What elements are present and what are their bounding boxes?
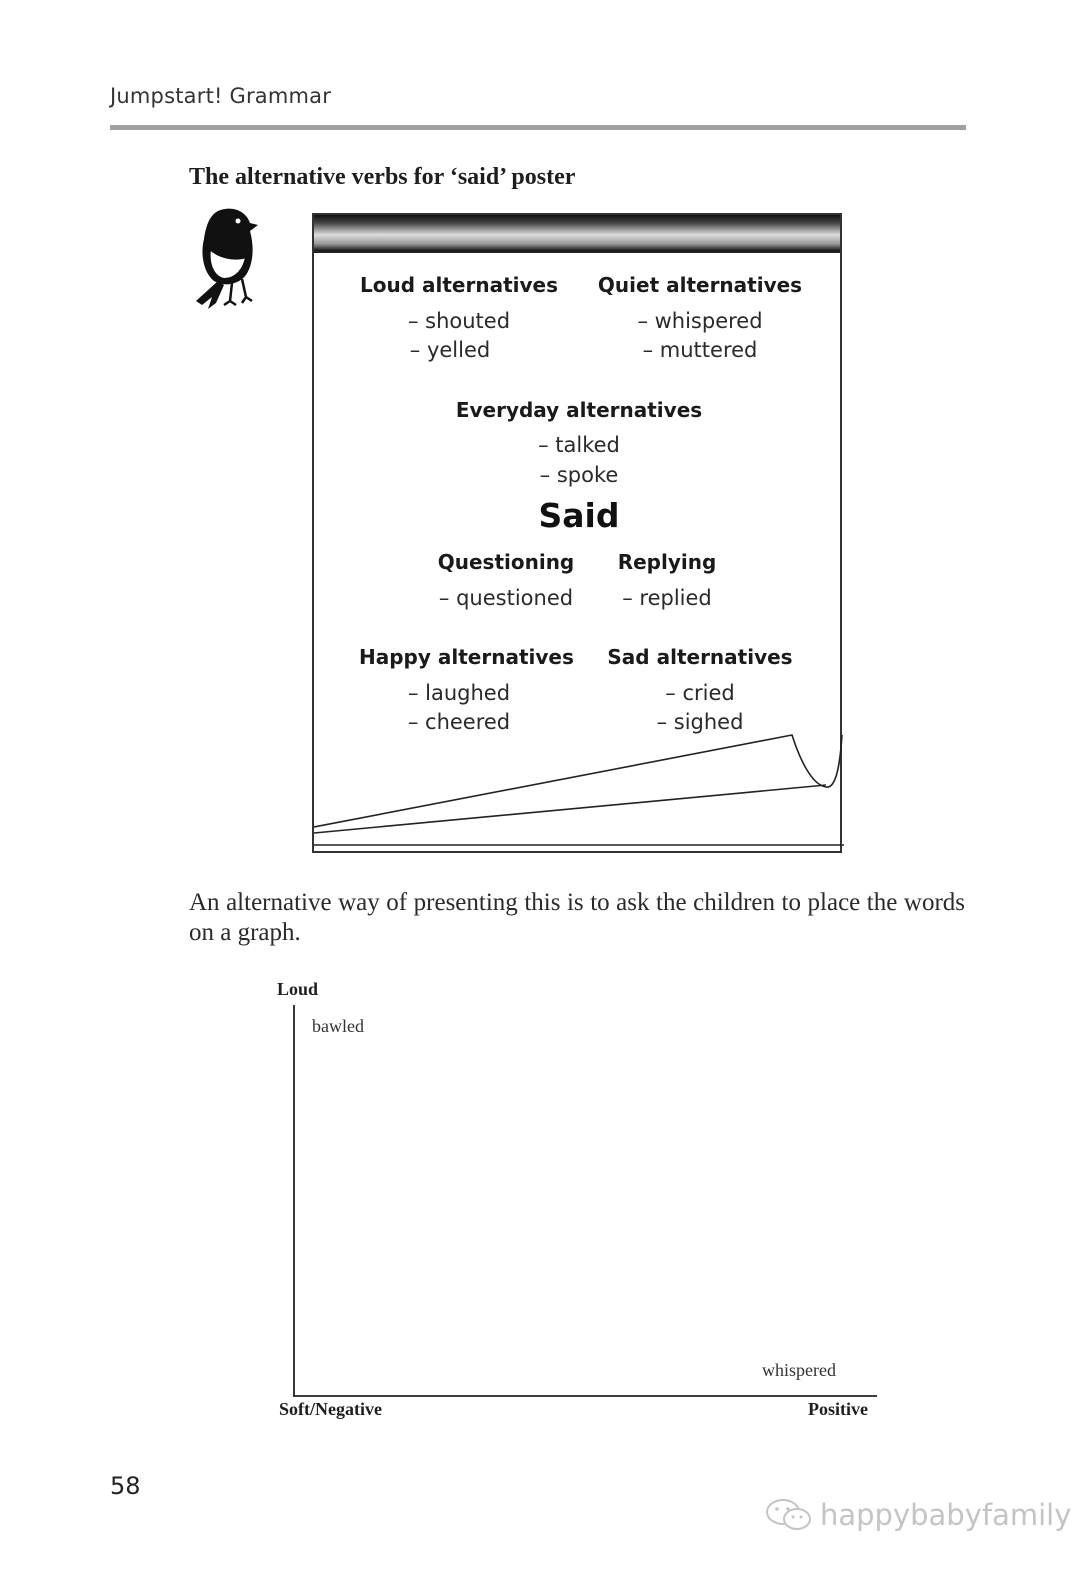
graph-word-bawled: bawled bbox=[312, 1016, 364, 1036]
happy-item-2: – cheered bbox=[407, 710, 511, 734]
replying-item-1: – replied bbox=[622, 586, 712, 610]
section-heading: The alternative verbs for ‘said’ poster bbox=[189, 164, 576, 190]
quiet-item-1: – whispered bbox=[637, 309, 763, 333]
page-number: 58 bbox=[110, 1472, 141, 1500]
running-header: Jumpstart! Grammar bbox=[110, 84, 332, 108]
sad-alternatives-title: Sad alternatives bbox=[607, 645, 793, 669]
questioning-item-1: – questioned bbox=[438, 586, 574, 610]
magpie-icon bbox=[188, 205, 266, 311]
loud-alternatives-title: Loud alternatives bbox=[360, 273, 558, 297]
header-rule bbox=[110, 125, 966, 130]
watermark bbox=[764, 1498, 1071, 1532]
quiet-item-2: – muttered bbox=[642, 338, 758, 362]
said-poster bbox=[312, 213, 842, 853]
questioning-title: Questioning bbox=[437, 550, 575, 574]
wechat-icon bbox=[764, 1498, 814, 1532]
everyday-item-1: – talked bbox=[538, 433, 620, 457]
sad-item-2: – sighed bbox=[656, 710, 744, 734]
x-axis-label-positive: Positive bbox=[808, 1399, 868, 1419]
body-paragraph: An alternative way of presenting this is to ask the children to place the words on a graph. bbox=[189, 889, 965, 946]
loud-item-2: – yelled bbox=[409, 338, 491, 362]
loud-item-1: – shouted bbox=[407, 309, 511, 333]
said-center-word: Said bbox=[538, 496, 620, 535]
sad-item-1: – cried bbox=[665, 681, 735, 705]
quiet-alternatives-title: Quiet alternatives bbox=[597, 273, 803, 297]
happy-item-1: – laughed bbox=[407, 681, 511, 705]
y-axis-label-loud: Loud bbox=[277, 979, 319, 999]
everyday-alternatives-title: Everyday alternatives bbox=[455, 398, 703, 422]
watermark-text: happybabyfamily bbox=[820, 1498, 1072, 1532]
x-axis-label-soft-negative: Soft/Negative bbox=[279, 1399, 382, 1419]
everyday-item-2: – spoke bbox=[539, 463, 619, 487]
replying-title: Replying bbox=[617, 550, 717, 574]
loudness-positivity-graph bbox=[270, 975, 890, 1435]
graph-word-whispered: whispered bbox=[762, 1360, 836, 1380]
happy-alternatives-title: Happy alternatives bbox=[359, 645, 574, 669]
